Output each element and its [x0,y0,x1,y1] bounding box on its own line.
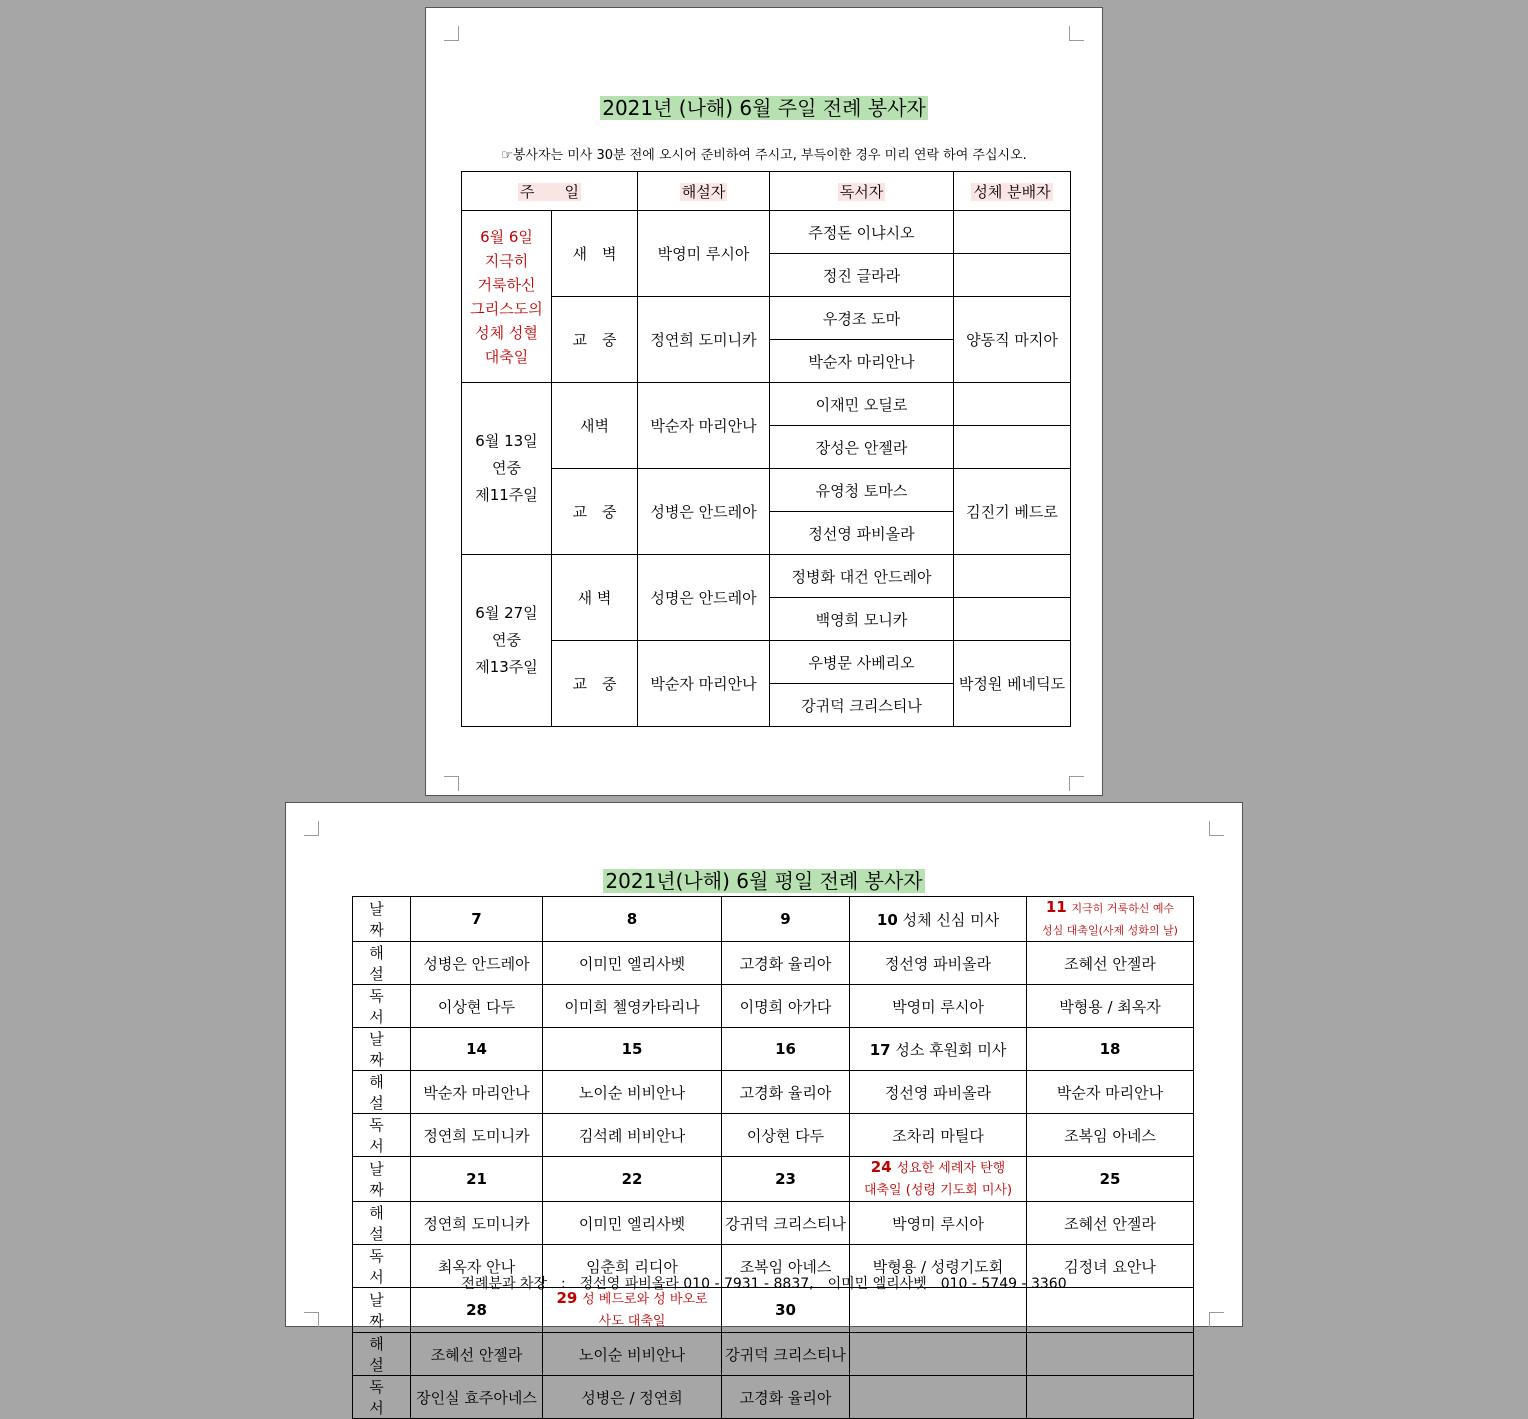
name-cell: 고경화 율리아 [722,942,850,985]
name-cell: 김석례 비비안나 [543,1114,722,1157]
name-cell: 이미희 첼영카타리나 [543,985,722,1028]
name-cell: 조혜선 안젤라 [1027,942,1194,985]
row-label: 날 짜 [353,1288,411,1333]
name-cell: 조복임 아네스 [722,1245,850,1288]
row-label: 해 설 [353,1202,411,1245]
weekday-title: 2021년(나해) 6월 평일 전례 봉사자 [605,869,923,893]
mass-cell: 새벽 [552,383,638,469]
name-cell: 조복임 아네스 [1027,1114,1194,1157]
commentator-cell: 박순자 마리안나 [638,383,770,469]
name-cell: 성병은 / 정연희 [543,1376,722,1419]
reader-cell: 이재민 오딜로 [770,383,954,426]
date-cell: 16 [722,1028,850,1071]
row-label: 날 짜 [353,897,411,942]
commentator-row [353,1071,1194,1114]
table-row [462,469,1071,512]
name-cell: 박형용 / 최옥자 [1027,985,1194,1028]
row-label: 독 서 [353,1376,411,1419]
sunday-schedule-table [461,171,1071,727]
name-cell: 강귀덕 크리스티나 [722,1333,850,1376]
date-cell: 9 [722,897,850,942]
sunday-date-cell: 6월 6일 지극히 거룩하신 그리스도의 성체 성혈 대축일 [462,211,552,383]
reader-cell: 정병화 대건 안드레아 [770,555,954,598]
date-cell: 24 성요한 세례자 탄행 대축일 (성령 기도회 미사) [850,1157,1027,1202]
name-cell: 조혜선 안젤라 [1027,1202,1194,1245]
date-cell: 29 성 베드로와 성 바오로 사도 대축일 [543,1288,722,1333]
reader-cell: 우병문 사베리오 [770,641,954,684]
page-corner-mark [1209,821,1224,836]
reader-cell: 우경조 도마 [770,297,954,340]
date-cell: 22 [543,1157,722,1202]
distributor-cell: 양동직 마지아 [954,297,1071,383]
mass-cell: 교 중 [552,297,638,383]
table-row [462,641,1071,684]
name-cell: 이상현 다두 [722,1114,850,1157]
date-cell: 11 지극히 거룩하신 예수 성심 대축일(사제 성화의 날) [1027,897,1194,942]
distributor-cell: 김진기 베드로 [954,469,1071,555]
sunday-notice: ☞봉사자는 미사 30분 전에 오시어 준비하여 주시고, 부득이한 경우 미리 연락 하여 주십시오. [501,148,1027,163]
distributor-cell [954,383,1071,426]
page-corner-mark [1209,1312,1224,1327]
name-cell: 정연희 도미니카 [411,1202,543,1245]
reader-cell: 박순자 마리안나 [770,340,954,383]
row-label: 독 서 [353,1245,411,1288]
sunday-title: 2021년 (나해) 6월 주일 전례 봉사자 [602,96,926,120]
mass-cell: 교 중 [552,469,638,555]
date-cell: 15 [543,1028,722,1071]
name-cell [1027,1333,1194,1376]
name-cell: 장인실 효주아네스 [411,1376,543,1419]
name-cell: 최옥자 안나 [411,1245,543,1288]
date-cell [1027,1288,1194,1333]
name-cell [850,1376,1027,1419]
header-reader: 독서자 [770,172,954,211]
date-row [353,1157,1194,1202]
table-row [462,555,1071,598]
distributor-cell [954,211,1071,254]
sunday-date-cell: 6월 27일 연중 제13주일 [462,555,552,727]
reader-row [353,1376,1194,1419]
page-corner-mark [304,821,319,836]
row-label: 독 서 [353,985,411,1028]
header-distributor: 성체 분배자 [954,172,1071,211]
sunday-date-cell: 6월 13일 연중 제11주일 [462,383,552,555]
name-cell: 조혜선 안젤라 [411,1333,543,1376]
table-row [462,297,1071,340]
weekday-schedule-table [352,896,1194,1419]
row-label: 독 서 [353,1114,411,1157]
date-cell: 18 [1027,1028,1194,1071]
name-cell: 정선영 파비올라 [850,1071,1027,1114]
date-cell: 14 [411,1028,543,1071]
name-cell: 이미민 엘리사벳 [543,1202,722,1245]
name-cell: 정연희 도미니카 [411,1114,543,1157]
commentator-cell: 성병은 안드레아 [638,469,770,555]
name-cell: 임춘희 리디아 [543,1245,722,1288]
commentator-row [353,942,1194,985]
date-cell: 23 [722,1157,850,1202]
reader-cell: 정선영 파비올라 [770,512,954,555]
page-corner-mark [444,776,459,791]
name-cell: 고경화 율리아 [722,1071,850,1114]
row-label: 해 설 [353,942,411,985]
contact-footer: 전례분과 차장 : 정선영 파비올라 010 - 7931 - 8837, 이미민 엘리사벳 010 - 5749 - 3360 [461,1276,1067,1292]
commentator-row [353,1202,1194,1245]
table-row [462,383,1071,426]
reader-cell: 주정돈 이냐시오 [770,211,954,254]
row-label: 날 짜 [353,1157,411,1202]
table-row [462,211,1071,254]
date-cell: 7 [411,897,543,942]
distributor-cell [954,555,1071,598]
mass-cell: 교 중 [552,641,638,727]
name-cell: 고경화 율리아 [722,1376,850,1419]
name-cell: 김정녀 요안나 [1027,1245,1194,1288]
name-cell: 노이순 비비안나 [543,1333,722,1376]
date-cell: 10 성체 신심 미사 [850,897,1027,942]
commentator-cell: 성명은 안드레아 [638,555,770,641]
commentator-cell: 정연희 도미니카 [638,297,770,383]
name-cell: 박형용 / 성령기도회 [850,1245,1027,1288]
name-cell: 박영미 루시아 [850,985,1027,1028]
name-cell: 조차리 마틸다 [850,1114,1027,1157]
date-cell: 8 [543,897,722,942]
reader-cell: 정진 글라라 [770,254,954,297]
page-corner-mark [1069,776,1084,791]
date-cell: 25 [1027,1157,1194,1202]
commentator-row [353,1333,1194,1376]
header-day: 주 일 [462,172,638,211]
page-corner-mark [444,26,459,41]
row-label: 날 짜 [353,1028,411,1071]
header-commentator: 해설자 [638,172,770,211]
date-row [353,897,1194,942]
name-cell: 강귀덕 크리스티나 [722,1202,850,1245]
name-cell [1027,1376,1194,1419]
reader-cell: 유영청 토마스 [770,469,954,512]
date-cell: 17 성소 후원회 미사 [850,1028,1027,1071]
page-corner-mark [1069,26,1084,41]
name-cell: 박순자 마리안나 [411,1071,543,1114]
commentator-cell: 박순자 마리안나 [638,641,770,727]
name-cell: 노이순 비비안나 [543,1071,722,1114]
name-cell: 정선영 파비올라 [850,942,1027,985]
date-cell [850,1288,1027,1333]
mass-cell: 새 벽 [552,555,638,641]
distributor-cell [954,598,1071,641]
reader-cell: 강귀덕 크리스티나 [770,684,954,727]
row-label: 해 설 [353,1333,411,1376]
reader-cell: 백영희 모니카 [770,598,954,641]
weekday-schedule-page [285,802,1243,1417]
name-cell: 성병은 안드레아 [411,942,543,985]
name-cell: 박순자 마리안나 [1027,1071,1194,1114]
date-row [353,1028,1194,1071]
page-corner-mark [304,1312,319,1327]
row-label: 해 설 [353,1071,411,1114]
name-cell: 이명희 아가다 [722,985,850,1028]
table-header-row [462,172,1071,211]
date-row [353,1288,1194,1333]
name-cell: 박영미 루시아 [850,1202,1027,1245]
sunday-schedule-page [425,7,1103,796]
distributor-cell [954,254,1071,297]
date-cell: 28 [411,1288,543,1333]
mass-cell: 새 벽 [552,211,638,297]
reader-row [353,1114,1194,1157]
reader-row [353,985,1194,1028]
name-cell: 이상현 다두 [411,985,543,1028]
distributor-cell [954,426,1071,469]
date-cell: 30 [722,1288,850,1333]
reader-cell: 장성은 안젤라 [770,426,954,469]
commentator-cell: 박영미 루시아 [638,211,770,297]
distributor-cell: 박정원 베네딕도 [954,641,1071,727]
name-cell: 이미민 엘리사벳 [543,942,722,985]
name-cell [850,1333,1027,1376]
date-cell: 21 [411,1157,543,1202]
